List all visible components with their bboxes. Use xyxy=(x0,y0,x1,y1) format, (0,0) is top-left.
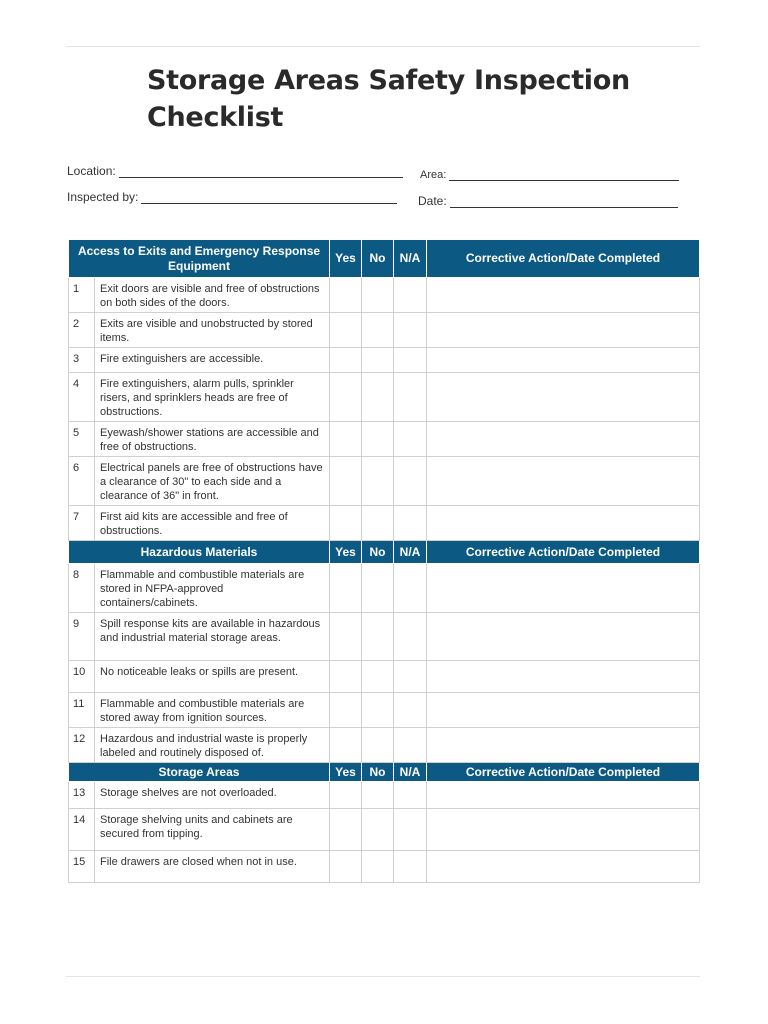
top-divider xyxy=(66,46,700,47)
no-cell[interactable] xyxy=(362,613,394,661)
item-text: Flammable and combustible materials are stored in NFPA-approved containers/cabinets. xyxy=(95,564,330,613)
item-text: Hazardous and industrial waste is properly labeled and routinely disposed of. xyxy=(95,728,330,763)
na-cell[interactable] xyxy=(394,506,427,541)
no-cell[interactable] xyxy=(362,809,394,851)
na-cell[interactable] xyxy=(394,809,427,851)
inspected-by-field xyxy=(67,190,397,204)
location-input[interactable] xyxy=(119,165,403,178)
area-field xyxy=(420,168,679,181)
item-text: Eyewash/shower stations are accessible and free of obstructions. xyxy=(95,422,330,457)
item-text: Storage shelves are not overloaded. xyxy=(95,782,330,809)
corrective-action-cell[interactable] xyxy=(427,809,700,851)
item-number: 11 xyxy=(69,693,95,728)
item-text: No noticeable leaks or spills are present. xyxy=(95,661,330,693)
na-cell[interactable] xyxy=(394,278,427,313)
item-number: 13 xyxy=(69,782,95,809)
yes-cell[interactable] xyxy=(330,613,362,661)
item-number: 15 xyxy=(69,851,95,883)
table-row xyxy=(69,728,700,763)
corrective-action-cell[interactable] xyxy=(427,564,700,613)
na-cell[interactable] xyxy=(394,782,427,809)
na-column-header: N/A xyxy=(394,240,427,278)
yes-cell[interactable] xyxy=(330,278,362,313)
yes-column-header: Yes xyxy=(330,240,362,278)
no-cell[interactable] xyxy=(362,851,394,883)
table-row xyxy=(69,278,700,313)
section-title: Hazardous Materials xyxy=(69,541,330,564)
na-column-header: N/A xyxy=(394,541,427,564)
no-cell[interactable] xyxy=(362,782,394,809)
section-title: Storage Areas xyxy=(69,763,330,782)
corrective-column-header: Corrective Action/Date Completed xyxy=(427,541,700,564)
date-input[interactable] xyxy=(450,195,678,208)
no-cell[interactable] xyxy=(362,457,394,506)
no-cell[interactable] xyxy=(362,422,394,457)
inspected-by-label: Inspected by: xyxy=(67,190,139,204)
yes-column-header: Yes xyxy=(330,763,362,782)
page-title: Storage Areas Safety Inspection Checklist xyxy=(147,65,630,133)
no-cell[interactable] xyxy=(362,348,394,373)
yes-cell[interactable] xyxy=(330,661,362,693)
item-number: 7 xyxy=(69,506,95,541)
corrective-action-cell[interactable] xyxy=(427,728,700,763)
no-cell[interactable] xyxy=(362,693,394,728)
date-label: Date: xyxy=(418,194,447,208)
na-cell[interactable] xyxy=(394,373,427,422)
item-number: 3 xyxy=(69,348,95,373)
yes-cell[interactable] xyxy=(330,693,362,728)
yes-cell[interactable] xyxy=(330,564,362,613)
corrective-action-cell[interactable] xyxy=(427,613,700,661)
table-row xyxy=(69,506,700,541)
na-cell[interactable] xyxy=(394,457,427,506)
item-number: 10 xyxy=(69,661,95,693)
item-text: First aid kits are accessible and free of obstructions. xyxy=(95,506,330,541)
area-input[interactable] xyxy=(449,168,679,181)
item-number: 12 xyxy=(69,728,95,763)
item-text: Exits are visible and unobstructed by stored items. xyxy=(95,313,330,348)
corrective-action-cell[interactable] xyxy=(427,506,700,541)
item-text: Exit doors are visible and free of obstructions on both sides of the doors. xyxy=(95,278,330,313)
corrective-action-cell[interactable] xyxy=(427,422,700,457)
item-number: 6 xyxy=(69,457,95,506)
item-text: Flammable and combustible materials are stored away from ignition sources. xyxy=(95,693,330,728)
table-row xyxy=(69,661,700,693)
yes-cell[interactable] xyxy=(330,728,362,763)
corrective-action-cell[interactable] xyxy=(427,348,700,373)
corrective-column-header: Corrective Action/Date Completed xyxy=(427,240,700,278)
section-header-row xyxy=(69,240,700,278)
na-cell[interactable] xyxy=(394,564,427,613)
item-text: Fire extinguishers are accessible. xyxy=(95,348,330,373)
item-number: 2 xyxy=(69,313,95,348)
table-row xyxy=(69,457,700,506)
no-column-header: No xyxy=(362,763,394,782)
location-label: Location: xyxy=(67,164,116,178)
corrective-action-cell[interactable] xyxy=(427,313,700,348)
yes-cell[interactable] xyxy=(330,373,362,422)
table-row xyxy=(69,782,700,809)
section-header-row xyxy=(69,763,700,782)
no-column-header: No xyxy=(362,541,394,564)
yes-cell[interactable] xyxy=(330,782,362,809)
na-cell[interactable] xyxy=(394,693,427,728)
date-field xyxy=(418,194,678,208)
na-cell[interactable] xyxy=(394,348,427,373)
item-text: Electrical panels are free of obstructions have a clearance of 30" to each side and a clearance of 36" in front. xyxy=(95,457,330,506)
table-row xyxy=(69,693,700,728)
table-row xyxy=(69,564,700,613)
yes-cell[interactable] xyxy=(330,851,362,883)
item-text: Fire extinguishers, alarm pulls, sprinkler risers, and sprinklers heads are free of obstructions. xyxy=(95,373,330,422)
item-number: 9 xyxy=(69,613,95,661)
table-row xyxy=(69,373,700,422)
table-row xyxy=(69,613,700,661)
table-row xyxy=(69,809,700,851)
table-row xyxy=(69,348,700,373)
no-cell[interactable] xyxy=(362,278,394,313)
item-number: 1 xyxy=(69,278,95,313)
corrective-action-cell[interactable] xyxy=(427,782,700,809)
section-header-row xyxy=(69,541,700,564)
no-cell[interactable] xyxy=(362,564,394,613)
no-cell[interactable] xyxy=(362,506,394,541)
yes-cell[interactable] xyxy=(330,313,362,348)
area-label: Area: xyxy=(420,169,447,181)
corrective-action-cell[interactable] xyxy=(427,693,700,728)
na-cell[interactable] xyxy=(394,613,427,661)
bottom-divider xyxy=(66,976,700,977)
item-number: 5 xyxy=(69,422,95,457)
item-text: File drawers are closed when not in use. xyxy=(95,851,330,883)
corrective-action-cell[interactable] xyxy=(427,373,700,422)
yes-cell[interactable] xyxy=(330,506,362,541)
corrective-action-cell[interactable] xyxy=(427,278,700,313)
no-column-header: No xyxy=(362,240,394,278)
item-text: Spill response kits are available in hazardous and industrial material storage areas. xyxy=(95,613,330,661)
no-cell[interactable] xyxy=(362,373,394,422)
table-row xyxy=(69,851,700,883)
item-number: 4 xyxy=(69,373,95,422)
table-row xyxy=(69,313,700,348)
na-cell[interactable] xyxy=(394,313,427,348)
yes-cell[interactable] xyxy=(330,348,362,373)
corrective-action-cell[interactable] xyxy=(427,851,700,883)
table-row xyxy=(69,422,700,457)
no-cell[interactable] xyxy=(362,661,394,693)
item-number: 14 xyxy=(69,809,95,851)
location-field xyxy=(67,164,403,178)
na-column-header: N/A xyxy=(394,763,427,782)
yes-cell[interactable] xyxy=(330,422,362,457)
yes-column-header: Yes xyxy=(330,541,362,564)
no-cell[interactable] xyxy=(362,313,394,348)
yes-cell[interactable] xyxy=(330,809,362,851)
yes-cell[interactable] xyxy=(330,457,362,506)
corrective-action-cell[interactable] xyxy=(427,457,700,506)
inspected-by-input[interactable] xyxy=(141,191,397,204)
item-number: 8 xyxy=(69,564,95,613)
na-cell[interactable] xyxy=(394,728,427,763)
na-cell[interactable] xyxy=(394,661,427,693)
na-cell[interactable] xyxy=(394,422,427,457)
na-cell[interactable] xyxy=(394,851,427,883)
item-text: Storage shelving units and cabinets are secured from tipping. xyxy=(95,809,330,851)
section-title: Access to Exits and Emergency Response Equipment xyxy=(69,240,330,278)
corrective-action-cell[interactable] xyxy=(427,661,700,693)
corrective-column-header: Corrective Action/Date Completed xyxy=(427,763,700,782)
no-cell[interactable] xyxy=(362,728,394,763)
checklist-table xyxy=(68,239,700,883)
